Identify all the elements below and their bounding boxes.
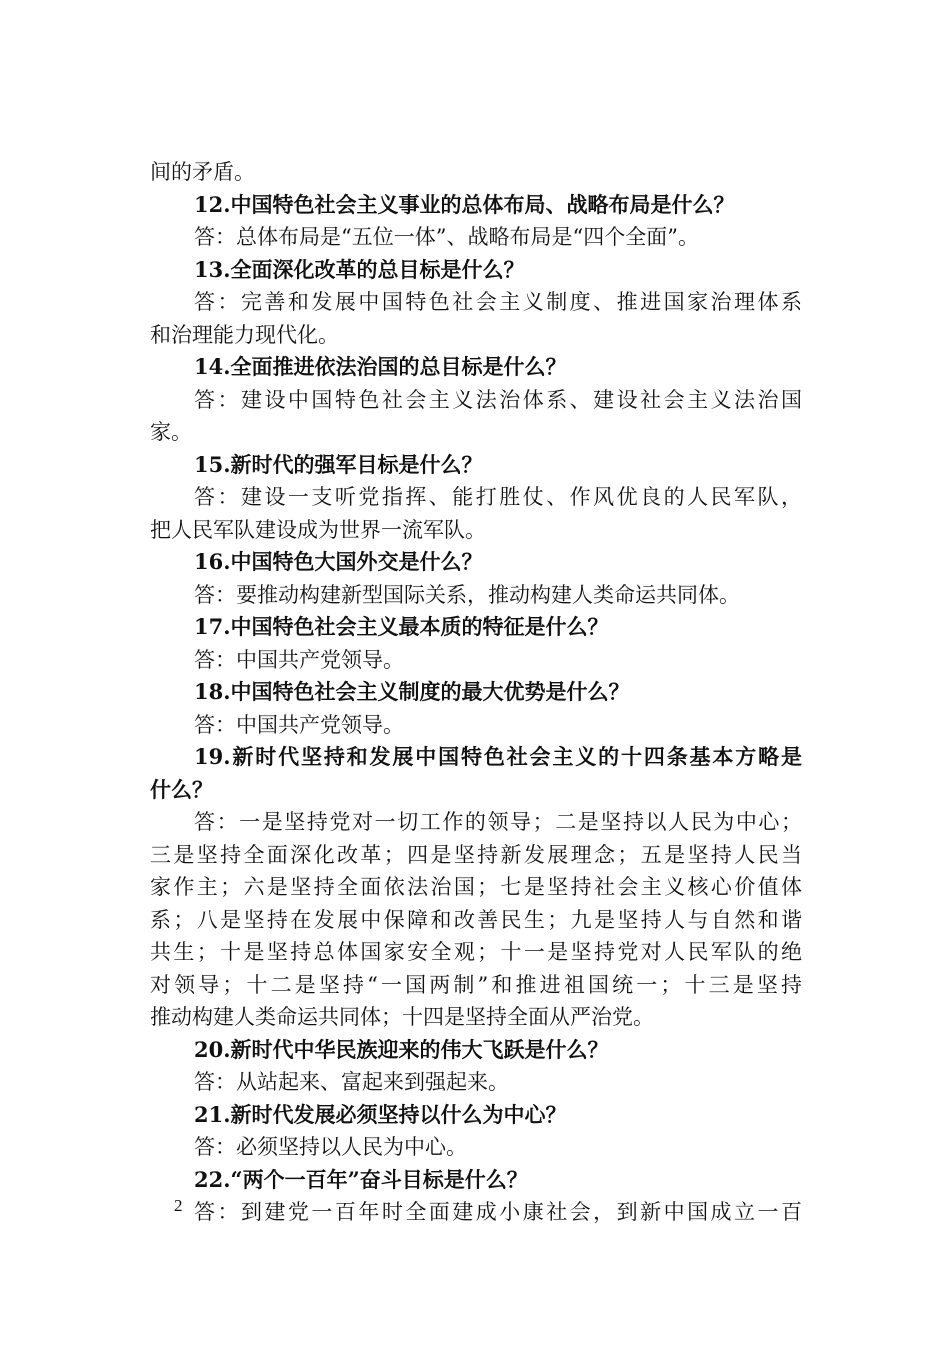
question-line: 12.中国特色社会主义事业的总体布局、战略布局是什么？ [194, 191, 735, 217]
answer-line: 推动构建人类命运共同体；十四是坚持全面从严治党。 [150, 1005, 654, 1029]
document-body [150, 156, 802, 1229]
question-line: 18.中国特色社会主义制度的最大优势是什么？ [194, 679, 630, 704]
question-line: 14.全面推进依法治国的总目标是什么？ [194, 354, 567, 379]
answer-line: 家。 [150, 420, 192, 444]
answer-line: 把人民军队建设成为世界一流军队。 [150, 517, 486, 542]
page-number: 2 [174, 1196, 183, 1215]
answer-line: 三是坚持全面深化改革；四是坚持新发展理念；五是坚持人民当 [150, 842, 802, 867]
answer-line: 答：到建党一百年时全面建成小康社会，到新中国成立一百 [194, 1200, 802, 1224]
answer-line: 答：总体布局是“五位一体”、战略布局是“四个全面”。 [194, 225, 699, 249]
answer-line: 答：建设一支听党指挥、能打胜仗、作风优良的人民军队， [194, 485, 802, 509]
question-line: 13.全面深化改革的总目标是什么？ [194, 256, 525, 282]
answer-line: 系；八是坚持在发展中保障和改善民生；九是坚持人与自然和谐 [150, 907, 802, 932]
answer-line: 家作主；六是坚持全面依法治国；七是坚持社会主义核心价值体 [150, 875, 802, 899]
answer-line: 共生；十是坚持总体国家安全观；十一是坚持党对人民军队的绝 [150, 940, 802, 964]
question-line: 22.“两个一百年”奋斗目标是什么？ [194, 1166, 528, 1192]
answer-line: 对领导；十二是坚持“一国两制”和推进祖国统一；十三是坚持 [150, 972, 802, 997]
question-line: 17.中国特色社会主义最本质的特征是什么？ [194, 614, 609, 639]
answer-line: 答：必须坚持以人民为中心。 [194, 1135, 467, 1159]
answer-line: 答：从站起来、富起来到强起来。 [194, 1070, 509, 1094]
question-line: 21.新时代发展必须坚持以什么为中心？ [194, 1101, 567, 1127]
answer-line: 答：中国共产党领导。 [194, 712, 404, 737]
question-line: 16.中国特色大国外交是什么？ [194, 549, 483, 574]
answer-line: 答：中国共产党领导。 [194, 647, 404, 672]
question-line: 什么？ [150, 776, 213, 802]
answer-line: 和治理能力现代化。 [150, 322, 339, 347]
question-line: 20.新时代中华民族迎来的伟大飞跃是什么？ [194, 1036, 609, 1062]
answer-line: 答：建设中国特色社会主义法治体系、建设社会主义法治国 [194, 387, 802, 412]
answer-line: 答：一是坚持党对一切工作的领导；二是坚持以人民为中心； [194, 810, 802, 834]
answer-line: 答：要推动构建新型国际关系，推动构建人类命运共同体。 [194, 582, 740, 607]
answer-line: 答：完善和发展中国特色社会主义制度、推进国家治理体系 [194, 290, 802, 314]
answer-line: 间的矛盾。 [150, 160, 255, 184]
question-line: 15.新时代的强军目标是什么？ [194, 451, 483, 477]
question-line: 19.新时代坚持和发展中国特色社会主义的十四条基本方略是 [194, 744, 802, 769]
